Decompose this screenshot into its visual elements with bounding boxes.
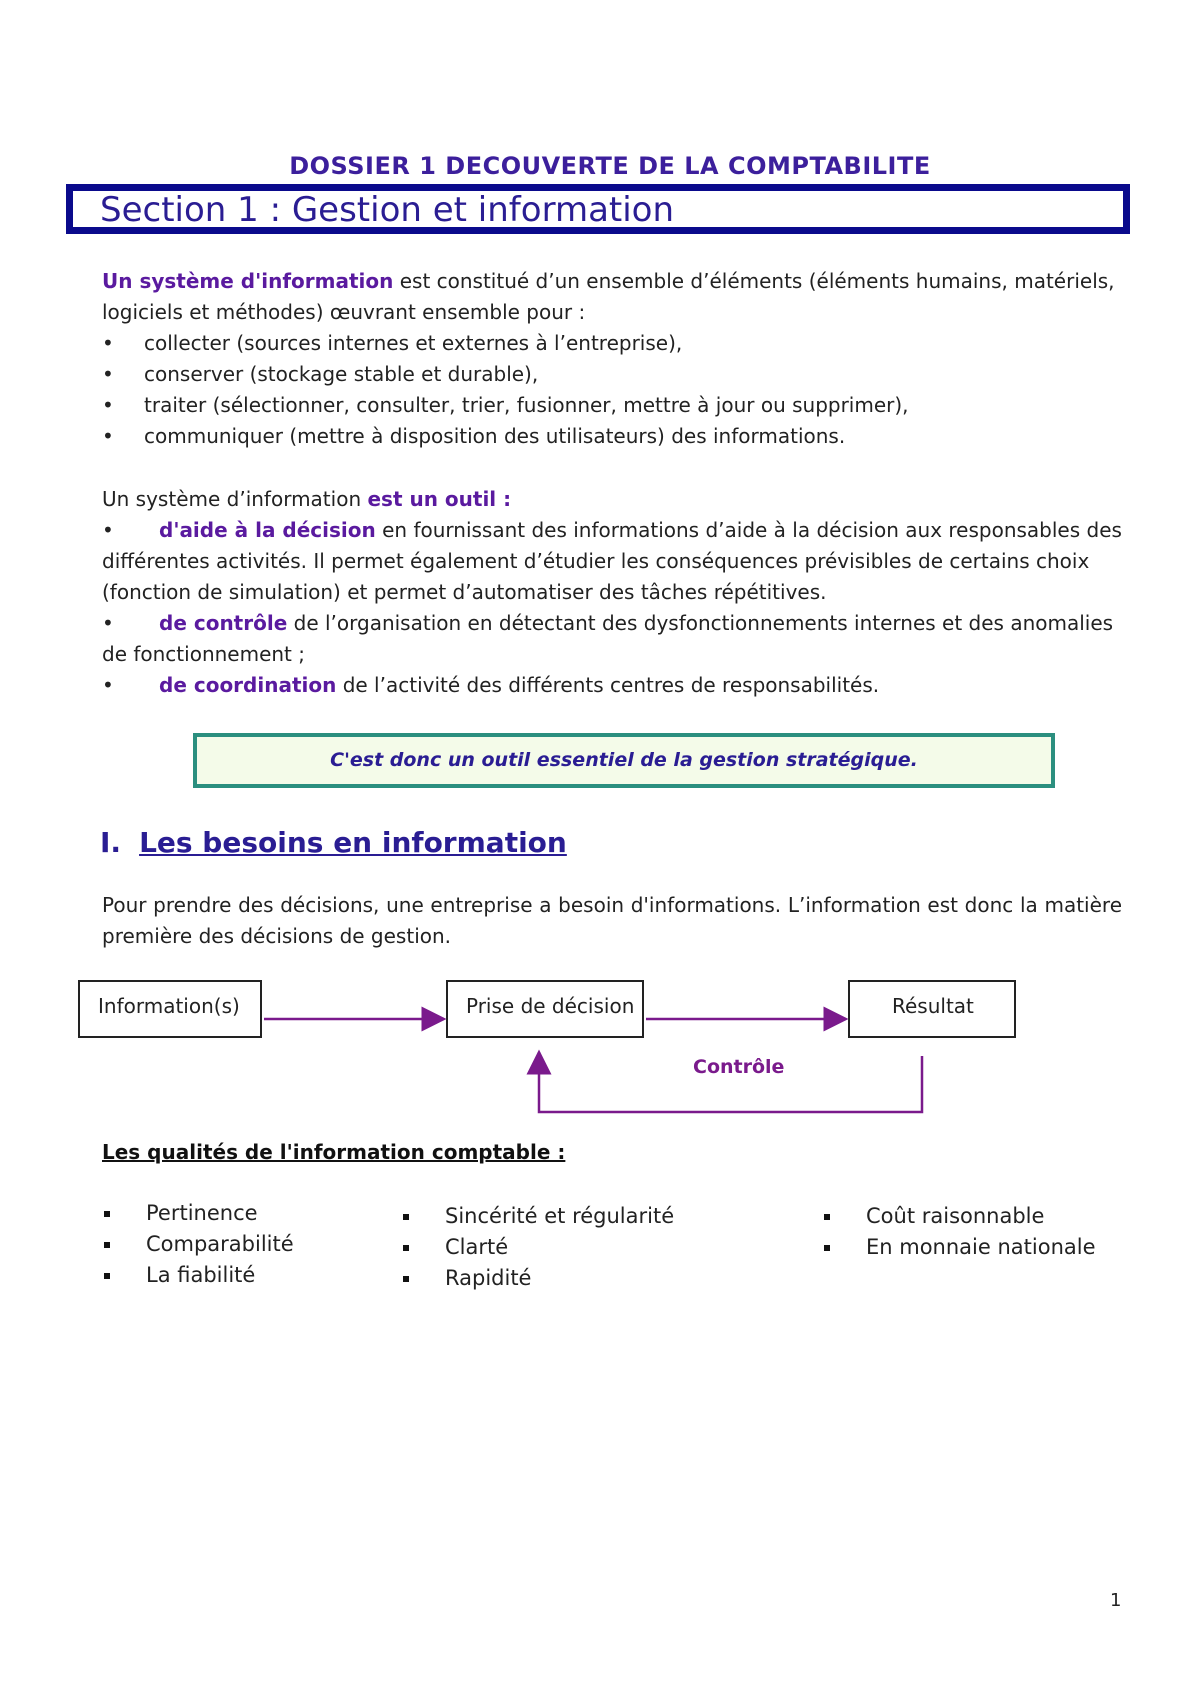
bullet-icon: •: [102, 518, 114, 542]
heading-text: Les besoins en information: [139, 826, 567, 859]
flow-box-information: Information(s): [78, 980, 262, 1038]
square-bullet-icon: [403, 1214, 409, 1220]
callout-box: C'est donc un outil essentiel de la gestion stratégique.: [193, 733, 1055, 788]
qualities-col-3: [824, 1201, 1096, 1263]
besoins-paragraph: Pour prendre des décisions, une entreprise a besoin d'informations. L’information est donc la matière première des décisions de gestion.: [102, 893, 1122, 948]
bullet-icon: •: [102, 673, 114, 697]
list-item: La fiabilité: [104, 1260, 294, 1291]
heading-number: I.: [100, 826, 122, 859]
bullet-icon: •: [102, 611, 114, 635]
square-bullet-icon: [403, 1245, 409, 1251]
document-title: DOSSIER 1 DECOUVERTE DE LA COMPTABILITE: [289, 152, 931, 180]
list-item: • communiquer (mettre à disposition des utilisateurs) des informations.: [102, 421, 1122, 452]
tool-item-keyword: de contrôle: [159, 611, 288, 635]
list-item: Pertinence: [104, 1198, 294, 1229]
list-item: Sincérité et régularité: [403, 1201, 674, 1232]
tool-lead-text: Un système d’information: [102, 487, 368, 511]
tool-item-keyword: d'aide à la décision: [159, 518, 376, 542]
intro-text: est constitué d’un ensemble d’éléments (éléments humains, matériels, logiciels et méthodes) œuvrant ensemble pour :: [102, 269, 1115, 324]
square-bullet-icon: [104, 1273, 110, 1279]
tool-item-keyword: de coordination: [159, 673, 337, 697]
flow-box-decision: Prise de décision: [446, 980, 644, 1038]
list-item: Comparabilité: [104, 1229, 294, 1260]
square-bullet-icon: [824, 1214, 830, 1220]
square-bullet-icon: [824, 1245, 830, 1251]
qualities-col-2: [403, 1201, 674, 1294]
square-bullet-icon: [403, 1276, 409, 1282]
qualities-col-1: [104, 1198, 294, 1291]
square-bullet-icon: [104, 1242, 110, 1248]
tool-item-text: de l’organisation en détectant des dysfonctionnements internes et des anomalies de fonctionnement ;: [102, 611, 1114, 666]
square-bullet-icon: [104, 1211, 110, 1217]
page-number: 1: [1110, 1590, 1122, 1611]
flow-box-resultat: Résultat: [848, 980, 1016, 1038]
tool-lead-colon: :: [496, 487, 512, 511]
list-item: • conserver (stockage stable et durable),: [102, 359, 1122, 390]
tool-lead-keyword: est un outil: [367, 487, 497, 511]
tool-item-text: de l’activité des différents centres de responsabilités.: [336, 673, 880, 697]
tool-item-text: en fournissant des informations d’aide à la décision aux responsables des différentes activités. Il permet également d’étudier les conséquences prévisibles de certains choix (fonction de simulation) et permet d’automatiser des tâches répétitives.: [102, 518, 1122, 604]
list-item: Rapidité: [403, 1263, 674, 1294]
intro-keyword: Un système d'information: [102, 269, 394, 293]
list-item: Coût raisonnable: [824, 1201, 1096, 1232]
list-item: • traiter (sélectionner, consulter, trier, fusionner, mettre à jour ou supprimer),: [102, 390, 1122, 421]
list-item: En monnaie nationale: [824, 1232, 1096, 1263]
section-title: Section 1 : Gestion et information: [100, 190, 675, 230]
feedback-label: Contrôle: [693, 1056, 785, 1078]
list-item: • collecter (sources internes et externes à l’entreprise),: [102, 328, 1122, 359]
list-item: Clarté: [403, 1232, 674, 1263]
qualities-title: Les qualités de l'information comptable :: [102, 1140, 566, 1164]
